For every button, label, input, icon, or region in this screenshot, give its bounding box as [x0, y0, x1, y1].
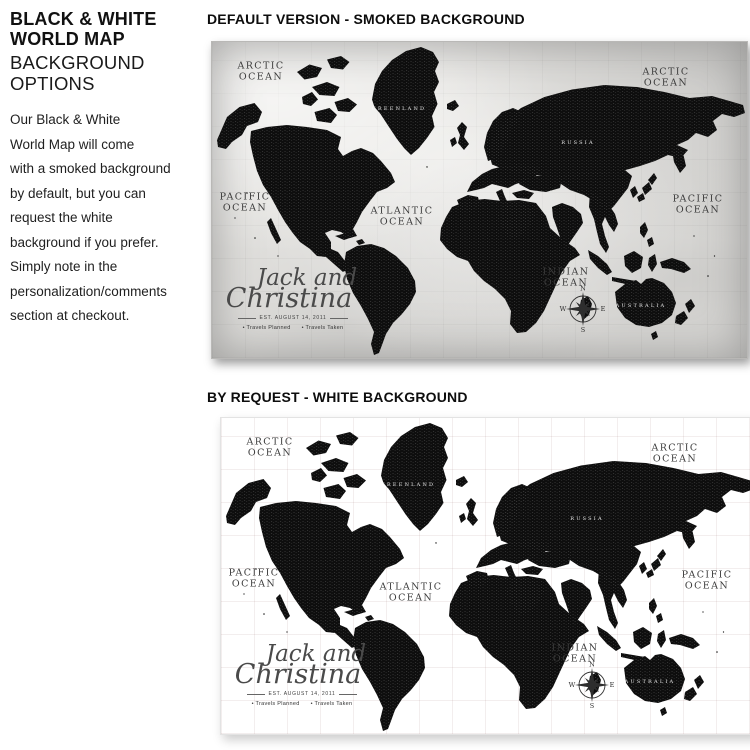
sidebar-title [10, 10, 202, 49]
sidebar [10, 10, 202, 329]
personalization-block [211, 266, 383, 331]
sidebar-title-line2: WORLD MAP [10, 28, 125, 49]
rule-left [238, 318, 256, 319]
sidebar-subtitle-line2: OPTIONS [10, 72, 95, 94]
sidebar-subtitle [10, 53, 202, 94]
established-date: EST. AUGUST 14, 2011 [259, 315, 327, 321]
personalization-name-line1: Jack and [256, 265, 358, 291]
rule-right [339, 694, 357, 695]
compass-rose-icon [568, 661, 616, 709]
pacific-ocean-label-west: PACIFIC OCEAN [219, 191, 271, 213]
legend-travels-planned: • Travels Planned [251, 701, 300, 707]
white-section-header: BY REQUEST - WHITE BACKGROUND [207, 389, 468, 405]
pacific-ocean-label-west: PACIFIC OCEAN [228, 567, 280, 589]
arctic-ocean-label-east: ARCTIC OCEAN [651, 442, 699, 464]
pacific-ocean-label-east: PACIFIC OCEAN [681, 569, 733, 591]
sidebar-subtitle-line1: BACKGROUND [10, 52, 145, 73]
sidebar-title-line1: BLACK & WHITE [10, 9, 157, 29]
personalization-name-line1: Jack and [265, 641, 367, 667]
sidebar-description: Our Black & White World Map will come with a smoked background by default, but you can request the white background if you prefer. Simply note in the personalization/comments section at checkout. [10, 112, 171, 323]
indian-ocean-label: INDIAN OCEAN [542, 266, 590, 288]
pin-legend [211, 325, 383, 331]
atlantic-ocean-label: ATLANTIC OCEAN [379, 581, 443, 603]
legend-travels-taken: • Travels Taken [301, 325, 344, 331]
arctic-ocean-label-west: ARCTIC OCEAN [246, 436, 294, 458]
australia-label: AUSTRALIA [624, 679, 676, 685]
established-date-row [211, 315, 383, 321]
arctic-ocean-label-west: ARCTIC OCEAN [237, 60, 285, 82]
pin-legend [220, 701, 392, 707]
rule-right [330, 318, 348, 319]
greenland-label: GREENLAND [380, 482, 436, 488]
established-date: EST. AUGUST 14, 2011 [268, 691, 336, 697]
rule-left [247, 694, 265, 695]
russia-label: RUSSIA [570, 516, 604, 522]
atlantic-ocean-label: ATLANTIC OCEAN [370, 205, 434, 227]
established-date-row [220, 691, 392, 697]
smoked-section-header: DEFAULT VERSION - SMOKED BACKGROUND [207, 11, 525, 27]
map-preview-white-background [220, 417, 750, 735]
greenland-label: GREENLAND [371, 106, 427, 112]
personalization-name-line2: Christina [234, 659, 362, 690]
personalization-block [220, 642, 392, 707]
indian-ocean-label: INDIAN OCEAN [551, 642, 599, 664]
pacific-ocean-label-east: PACIFIC OCEAN [672, 193, 724, 215]
australia-label: AUSTRALIA [615, 303, 667, 309]
arctic-ocean-label-east: ARCTIC OCEAN [642, 66, 690, 88]
russia-label: RUSSIA [561, 140, 595, 146]
legend-travels-taken: • Travels Taken [310, 701, 353, 707]
compass-rose-icon [559, 285, 607, 333]
personalization-name-line2: Christina [225, 283, 353, 314]
legend-travels-planned: • Travels Planned [242, 325, 291, 331]
map-preview-smoked-background [211, 41, 748, 359]
